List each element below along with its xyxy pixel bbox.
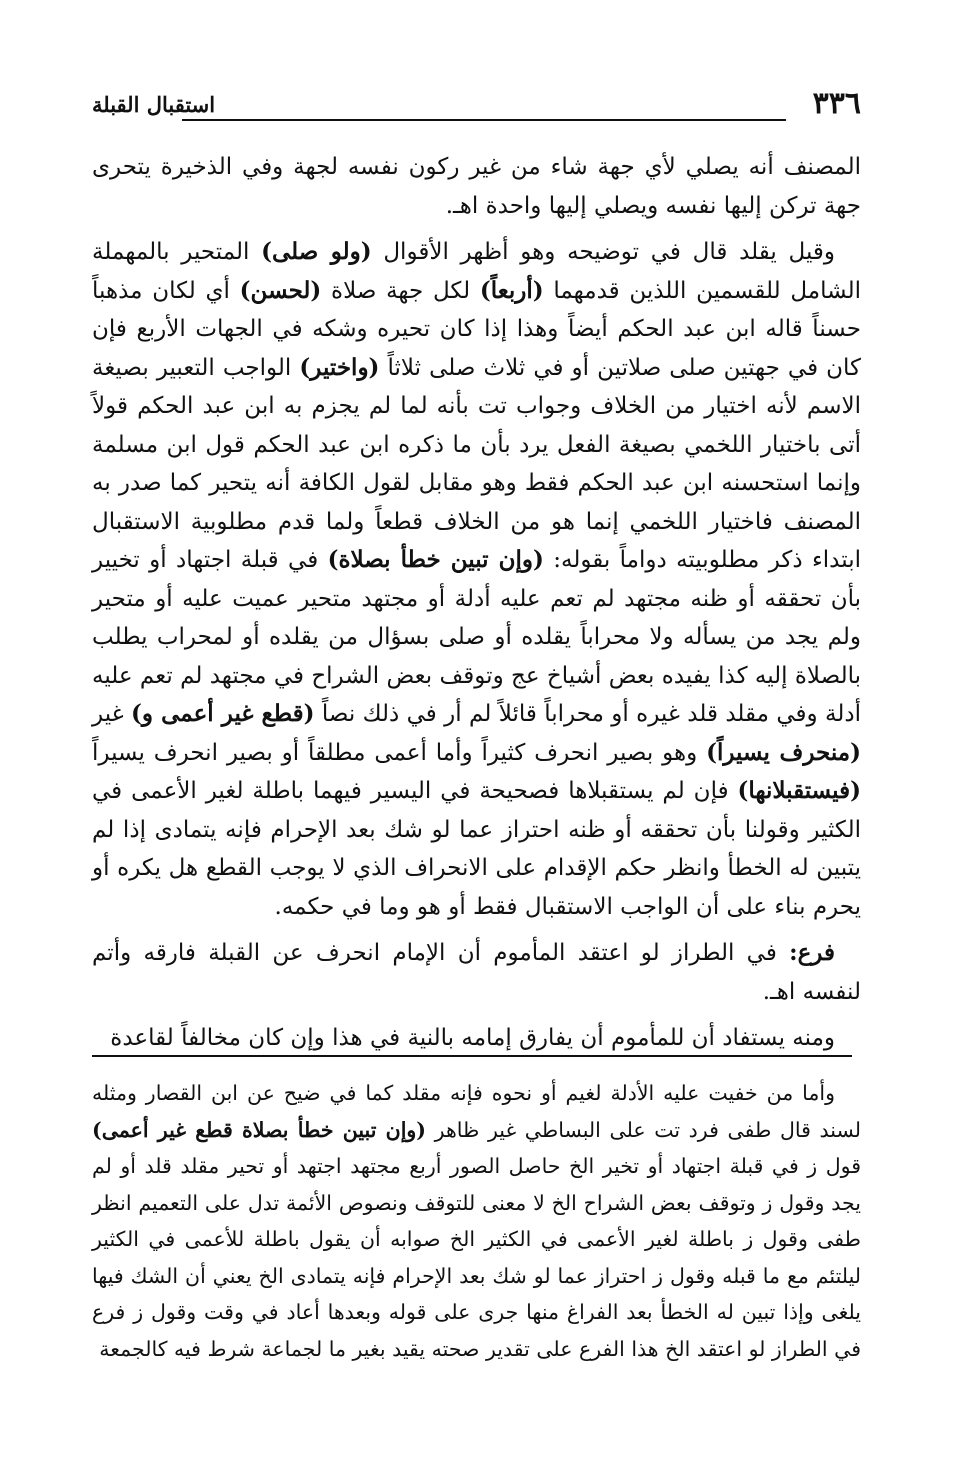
header-rule [182, 119, 786, 121]
matn-quote: (وإن تبين خطأ بصلاة) [327, 546, 544, 573]
main-text [92, 148, 861, 1066]
footnote-paragraph: وأما من خفيت عليه الأدلة لغيم أو نحوه فإنه مقلد كما في ضيح عن ابن القصار ومثله لسند قال طفى فرد تت على البساطي غير ظاهر (وإن تبين خطأ بصلاة قطع غير أعمى) قول ز في قبلة اجتهاد أو تخير الخ حاصل الصور أربع مجتهد اجتهد أو تحير مقلد قلد أو لم يجد وقول ز وتوقف بعض الشراح الخ لا معنى للتوقف ونصوص الأئمة تدل على التعميم انظر طفى وقول ز باطلة لغير الأعمى في الكثير الخ صوابه أن يقول باطلة للأعمى في الكثير ليلتئم مع ما قبله وقول ز احتراز عما لو شك بعد الإحرام فإنه يتمادى الخ يعني أن الشك فيها يلغى وإذا تبين له الخطأ بعد الفراغ منها جرى على قوله وبعدها أعاد في وقت وقول ز فرع في الطراز لو اعتقد الخ هذا الفرع على تقدير صحته يقيد بغير ما لجماعة شرط فيه كالجمعة [92, 1081, 861, 1361]
running-title: استقبال القبلة [92, 92, 216, 117]
matn-quote: (وإن تبين خطأ بصلاة قطع غير أعمى) [92, 1117, 427, 1142]
paragraph: وقيل يقلد قال في توضيحه وهو أظهر الأقوال (ولو صلى) المتحير بالمهملة الشامل للقسمين اللذين قدمهما (أربعاً) لكل جهة صلاة (لحسن) أي لكان مذهباً حسناً قاله ابن عبد الحكم أيضاً وهذا إذا كان تحيره وشكه في الجهات الأربع فإن كان في جهتين صلى صلاتين أو في ثلاث صلى ثلاثاً (واختير) الواجب التعبير بصيغة الاسم لأنه اختيار من الخلاف وجواب تت بأنه لما لم يجزم به ابن عبد الحكم قولاً أتى باختيار اللخمي بصيغة الفعل يرد بأن ما ذكره ابن عبد الحكم قول ابن مسلمة وإنما استحسنه ابن عبد الحكم فقط وهو مقابل لقول الكافة أنه يتحير كما صدر به المصنف فاختيار اللخمي إنما هو من الخلاف قطعاً ولما قدم مطلوبية الاستقبال ابتداء ذكر مطلوبيته دواماً بقوله: (وإن تبين خطأ بصلاة) في قبلة اجتهاد أو تخيير بأن تحققه أو ظنه مجتهد لم تعم عليه أدلة أو مجتهد متحير عميت عليه أو متحير ولم يجد من يسأله ولا محراباً يقلده أو صلى بسؤال من يقلده أو لمحراب يطلب بالصلاة إليه كذا يفيده بعض أشياخ عج وتوقف بعض الشراح في مجتهد لم تعم عليه أدلة وفي مقلد قلد غيره أو محراباً قائلاً لم أر في ذلك نصاً (قطع غير أعمى و) غير (منحرف يسيراً) وهو بصير انحرف كثيراً وأما أعمى مطلقاً أو بصير انحرف يسيراً (فيستقبلانها) فإن لم يستقبلاها فصحيحة في اليسير فيهما باطلة لغير الأعمى في الكثير وقولنا بأن تحققه أو ظنه احتراز عما لو شك بعد الإحرام فإنه يتمادى إذا لم يتبين له الخطأ وانظر حكم الإقدام على الانحراف الذي لا يوجب القطع هل يكره أو يحرم بناء على أن الواجب الاستقبال فقط أو هو وما في حكمه. [92, 238, 862, 920]
page-number: ٣٣٦ [812, 86, 861, 121]
paragraph: فرع: في الطراز لو اعتقد المأموم أن الإمام انحرف عن القبلة فارقه وأتم لنفسه اهـ. [92, 939, 861, 1005]
matn-quote: (أربعاً) [479, 276, 544, 304]
far-label: فرع: [789, 939, 835, 966]
matn-quote: (واختير) [299, 353, 380, 381]
page-header [92, 86, 861, 126]
matn-quote: (ولو صلى) [261, 238, 372, 265]
matn-quote: (فيستقبلانها) [737, 777, 861, 804]
matn-quote: (منحرف يسيراً) [706, 738, 861, 766]
matn-quote: (قطع غير أعمى و) [131, 700, 315, 727]
matn-quote: (لحسن) [239, 276, 322, 304]
paragraph: ومنه يستفاد أن للمأموم أن يفارق إمامه بالنية في هذا وإن كان مخالفاً لقاعدة [110, 1025, 835, 1051]
paragraph: المصنف أنه يصلي لأي جهة شاء من غير ركون نفسه لجهة وفي الذخيرة يتحرى جهة تركن إليها نفسه ويصلي إليها واحدة اهـ. [92, 154, 861, 219]
footnote-separator [92, 1055, 852, 1057]
footnotes [92, 1075, 861, 1367]
